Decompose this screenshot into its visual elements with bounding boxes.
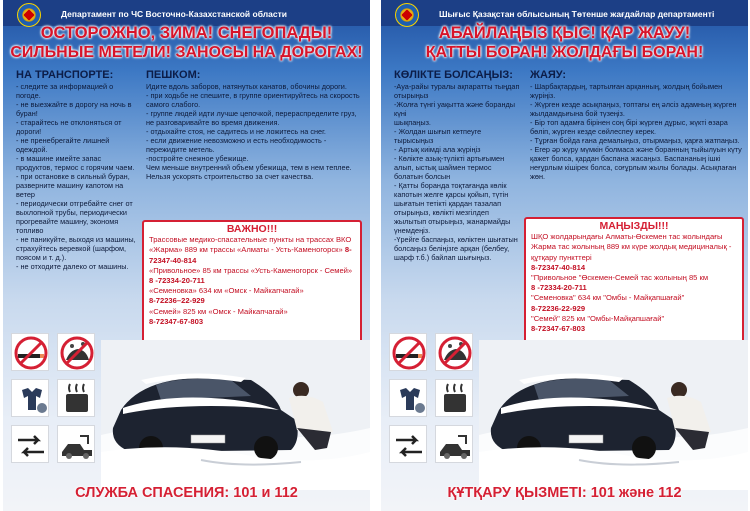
department-name: Департамент по ЧС Восточно-Казахстанской области bbox=[61, 9, 287, 19]
header-bar bbox=[381, 0, 748, 26]
important-line-3: "Семеновка" 634 км "Омбы - Майқапшағай" bbox=[531, 293, 685, 303]
walking-heading: ЖАЯУ: bbox=[530, 69, 567, 81]
important-line-2: "Привольное "Өскемен-Семей тас жолының 85 км bbox=[531, 273, 709, 283]
tow-car-icon bbox=[57, 425, 95, 463]
important-line-2: «Привольное» 85 км трассы «Усть-Каменогорск - Семей» 8 -72334-20-711 bbox=[149, 265, 353, 286]
transport-text: -Ауа-райы туралы ақпаратты тыңдап отырыңыз -Жолға түнгі уақытта және боранды күні шықпаңыз. - Жолдан шығып кетпеуге тырысыңыз - Артық киімді ала жүріңіз - Көлікте азық-түлікті артығымен алып, ыстық шаймен термос болатын болсын - Қатты боранда тоқтағанда көлік капотын желге қарсы қойып, түтін шығатын тетікті қардан тазалап отырыңыз, көлікті мезгілдеп жылытып отырыңыз, жанармайды үнемдеңіз. -Үрейге баспаңыз, көліктен шығатын болсаңыз беліңізге арқан (белбеу, шарф т.б.) байлап шығыңыз. bbox=[394, 82, 520, 262]
important-title: ВАЖНО!!! bbox=[226, 223, 278, 235]
snowbound-car-photo bbox=[479, 340, 748, 490]
phone-semenovka: 8-72236-22-929 bbox=[531, 303, 586, 313]
radiator-heat-icon bbox=[57, 379, 95, 417]
detour-arrows-icon bbox=[11, 425, 49, 463]
important-box bbox=[142, 220, 362, 350]
important-line-3: «Семеновка» 634 км «Омск - Майкапчагай» bbox=[149, 286, 304, 296]
phone-privolnoe: 8 -72334-20-711 bbox=[531, 283, 587, 293]
transport-heading: НА ТРАНСПОРТЕ: bbox=[16, 69, 114, 81]
walking-text: - Шарбақтардың, тартылған арқанның, жолдың бойымен жүріңіз. - Жүрген кезде асықпаңыз, топтағы ең әлсіз адамның жүрген жылдамдығына бой түзеңіз. - Бір топ адамға бірінен соң бірі жүрген дұрыс, жүкті өзара бөліп, жүрген кезде сөйлеспеу керек. - Тұрған бойда ғана демалыңыз, отырмаңыз, қарға жатпаңыз. - Егер әр жүру мүмкін болмаса және боранның тыйылуын күту қажет болса, қардан баспана жасаңыз. Баспананың ішкі неғұрлым кішірек болса, соғұрлым жылы болады. Асықпаған жөн. bbox=[530, 82, 742, 181]
no-shovel-car-icon bbox=[435, 333, 473, 371]
important-line-4: "Семей" 825 км "Омбы-Майқапшағай" bbox=[531, 313, 665, 323]
phone-privolnoe: 8 -72334-20-711 bbox=[149, 276, 205, 286]
important-intro: Трассовые медико-спасательные пункты на трассах ВКО «Жарма» 889 км трассы «Алматы - Усть-Каменогорск» 8-72347-40-814 bbox=[149, 235, 352, 265]
warm-clothes-icon bbox=[11, 379, 49, 417]
no-smoking-car-icon bbox=[11, 333, 49, 371]
warm-clothes-icon bbox=[389, 379, 427, 417]
phone-semey: 8-72347-67-803 bbox=[149, 316, 204, 326]
title-line-1: ОСТОРОЖНО, ЗИМА! СНЕГОПАДЫ! bbox=[40, 24, 333, 42]
radiator-heat-icon bbox=[435, 379, 473, 417]
department-name: Шығыс Қазақстан облысының Төтенше жағдайлар департаменті bbox=[439, 9, 715, 19]
important-box bbox=[524, 217, 744, 353]
important-intro: ШҚО жолдарындағы Алматы-Өскемен тас жолындағы Жарма тас жолының 889 км күре жолдық медициналық - құтқару пункттері bbox=[531, 232, 732, 262]
poster-kazakh bbox=[381, 0, 748, 511]
rescue-service-footer: ҚҰТҚАРУ ҚЫЗМЕТІ: 101 және 112 bbox=[447, 485, 682, 501]
no-shovel-car-icon bbox=[57, 333, 95, 371]
poster-russian bbox=[3, 0, 370, 511]
important-line-4: «Семей» 825 км «Омск - Майкапчагай» bbox=[149, 306, 288, 316]
title-line-2: ҚАТТЫ БОРАН! ЖОЛДАҒЫ БОРАН! bbox=[425, 44, 704, 61]
no-smoking-car-icon bbox=[389, 333, 427, 371]
walking-text: Идите вдоль заборов, натянутых канатов, обочины дороги. - при ходьбе не спешите, в группе ориентируйтесь на скорость самого слабого. - группе людей идти лучше цепочкой, перераспределите груз, не разговаривайте во время движения. - отдыхайте стоя, не садитесь и не ложитесь на снег. - если движение невозможно и есть необходимость - пережидите метель. -постройте снежное убежище. Чем меньше внутренний объем убежища, тем в нем теплее. Нельзя ускорять строительство за счет качества. bbox=[146, 82, 360, 181]
phone-zharma: 8-72347-40-814 bbox=[149, 245, 352, 265]
phone-semenovka: 8-72236–22-929 bbox=[149, 296, 205, 306]
detour-arrows-icon bbox=[389, 425, 427, 463]
snowbound-car-photo bbox=[101, 340, 370, 490]
tow-car-icon bbox=[435, 425, 473, 463]
header-bar bbox=[3, 0, 370, 26]
transport-heading: КӨЛІКТЕ БОЛСАҢЫЗ: bbox=[394, 69, 513, 81]
phone-zharma: 8-72347-40-814 bbox=[531, 262, 586, 272]
title-line-1: АБАЙЛАҢЫЗ ҚЫС! ҚАР ЖАУУ! bbox=[438, 24, 691, 42]
title-line-2: СИЛЬНЫЕ МЕТЕЛИ! ЗАНОСЫ НА ДОРОГАХ! bbox=[10, 44, 363, 61]
transport-text: - следите за информацией о погоде. - не выезжайте в дорогу на ночь в буран! - старайтесь не отклоняться от дороги! - не пренебрегайте лишней одеждой. - в машине имейте запас продуктов, термос с горячим чаем. - при остановке в сильный буран, разверните машину капотом на ветер - периодически отгребайте снег от выхлопной трубы, периодически прогревайте машину, экономя топливо - не паникуйте, выходя из машины, страхуйтесь веревкой (шарфом, поясом и т. д.). - не отходите далеко от машины. bbox=[16, 82, 136, 271]
important-title: МАҢЫЗДЫ!!! bbox=[599, 220, 669, 232]
walking-heading: ПЕШКОМ: bbox=[146, 69, 201, 81]
rescue-service-footer: СЛУЖБА СПАСЕНИЯ: 101 и 112 bbox=[75, 485, 298, 501]
phone-semey: 8-72347-67-803 bbox=[531, 324, 586, 334]
